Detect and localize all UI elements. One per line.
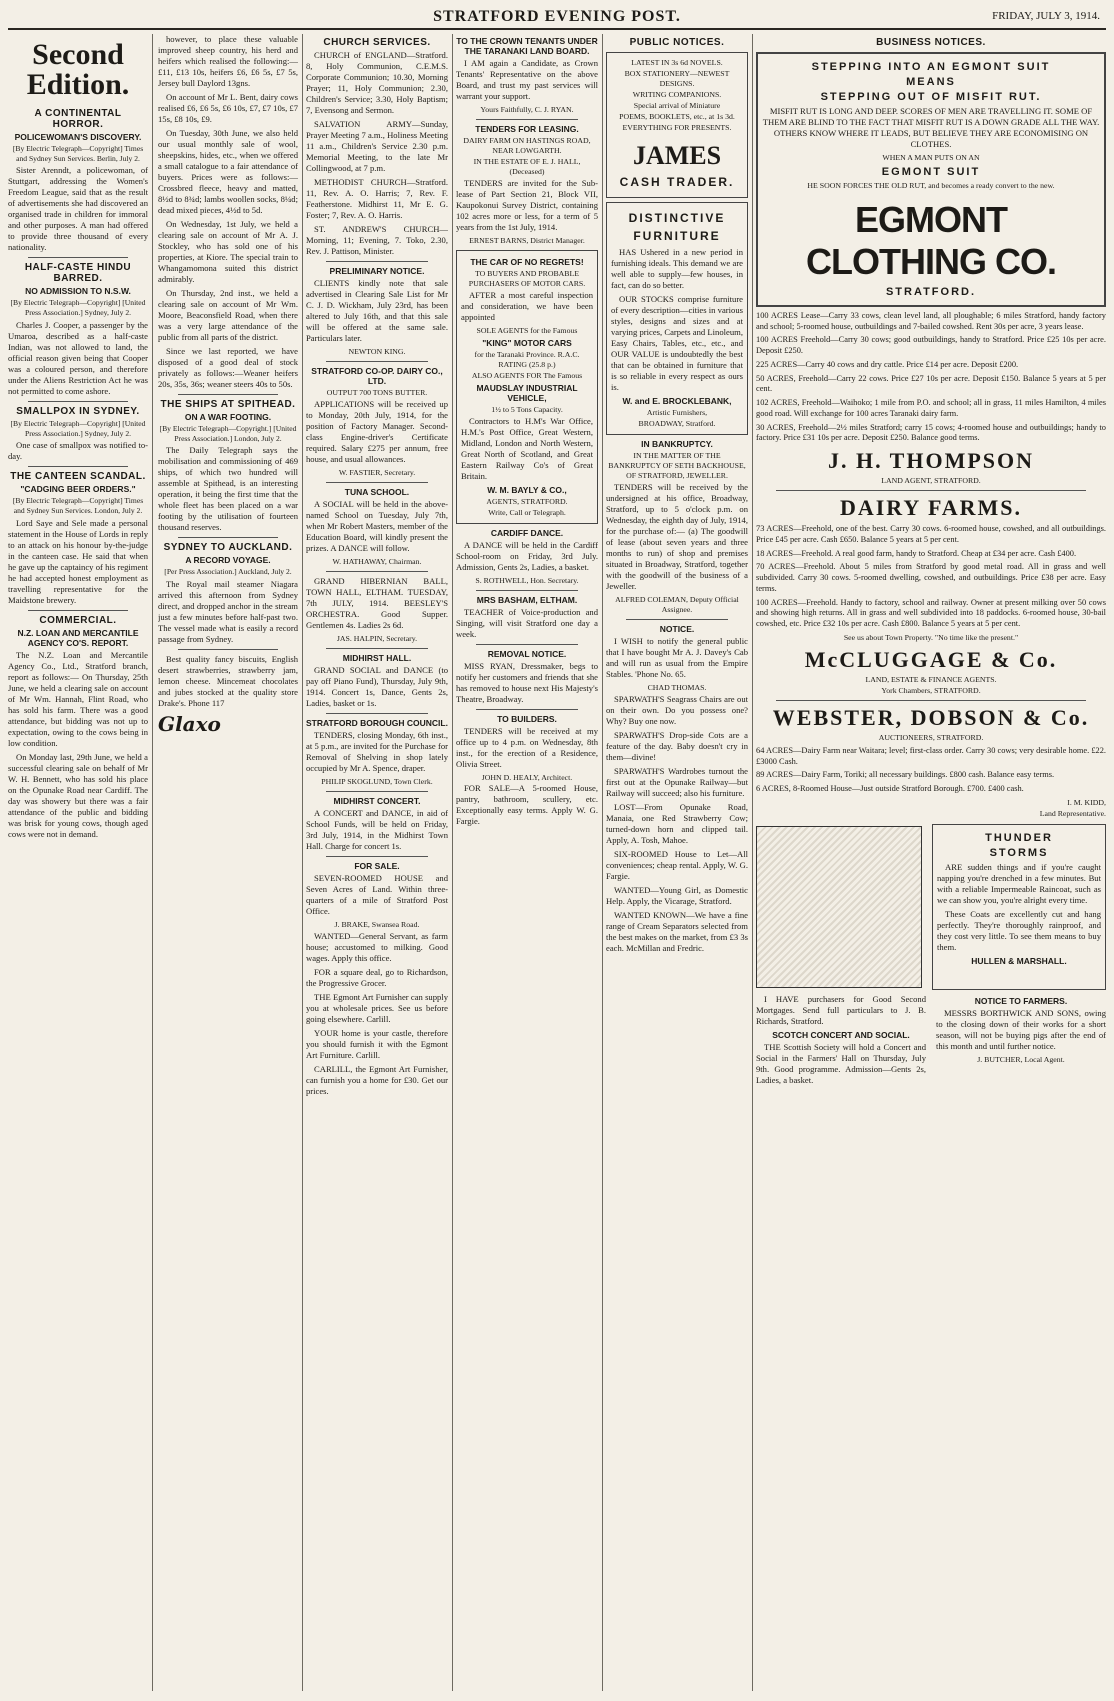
column-5: [606, 34, 748, 1691]
classified-text: WANTED—General Servant, as farm house; accustomed to milking. Good wages. Apply this office.: [306, 930, 448, 963]
notice-signature: CHAD THOMAS.: [647, 682, 707, 692]
notice-heading: MIDHIRST CONCERT.: [333, 795, 421, 806]
notice-heading: STRATFORD CO-OP. DAIRY CO., LTD.: [311, 365, 443, 386]
advert-line: HE SOON FORCES THE OLD RUT, and becomes a ready convert to the new.: [807, 180, 1055, 190]
notice-heading: MRS BASHAM, ELTHAM.: [476, 594, 578, 605]
advert-heading: STEPPING OUT OF MISFIT RUT.: [820, 91, 1042, 103]
column-2: [158, 34, 298, 1691]
notice-text: SEVEN-ROOMED HOUSE and Seven Acres of Land. Within three-quarters of a mile of Stratford Post Office.: [306, 872, 448, 916]
divider: [178, 537, 278, 538]
notice-text: TENDERS, closing Monday, 6th inst., at 5 p.m., are invited for the Purchase for Removal of Shelving in shop lately occupied by Mr A. Spence, draper.: [306, 729, 448, 773]
bottom-notices: [756, 994, 1106, 1089]
headline: THE CANTEEN SCANDAL.: [10, 471, 146, 483]
divider: [476, 590, 578, 591]
divider: [28, 401, 128, 402]
advertiser-name: EGMONT CLOTHING CO.: [806, 198, 1056, 282]
notice-signature: JAS. HALPIN, Secretary.: [336, 633, 418, 643]
advert-text: MISFIT RUT IS LONG AND DEEP. SCORES OF MEN ARE TRAVELLING IT. SOME OF THEM ARE BLIND TO THE FACT THAT MISFIT RUT IS A DOWN GRADE ALL THE WAY. OTHERS KNOW WHERE IT LEADS, BUT BELIEVE THEY ARE ECONOMISING ON CLOTHES.: [762, 106, 1100, 149]
advert-subheading: AGENTS, STRATFORD.: [486, 496, 568, 506]
notice-text: THE Scottish Society will hold a Concert and Social in the Farmers' Hall on Thursday, July 9th. Good programme. Admission—Gents 2s, Ladies, a basket.: [756, 1041, 926, 1085]
farm-listing: 100 ACRES—Freehold. Handy to factory, school and railway. Owner at present milking over 50 cows and showing high returns. All in grass and well subdivided into 18 paddocks. 6-roomed house, 30-bail cowshed, etc. Price £32 10s per acre. Cash £800. Balance 5 years at 5 per cent.: [756, 597, 1106, 629]
farm-listing: 100 ACRES Freehold—Carry 30 cows; good outbuildings, handy to Stratford. Price £25 10s per acre. Deposit £250.: [756, 335, 1106, 356]
divider: [326, 713, 428, 714]
notice-signature: PHILIP SKOGLUND, Town Clerk.: [321, 776, 433, 786]
advert-text: These Coats are excellently cut and hang perfectly. They're thoroughly rainproof, and they cost very little. To see them means to buy them.: [937, 908, 1101, 952]
advertiser-tagline: CASH TRADER.: [619, 174, 735, 189]
article-text: however, to place these valuable improved sheep country, his herd and heifers which realised the following:—£11, £13 10s, heifers £6, £6 5s, £7 5s, Jersey bull Daylord 13gns.: [158, 34, 298, 88]
notice-heading: IN BANKRUPTCY.: [641, 438, 713, 449]
article-text: On Monday last, 29th June, we held a successful clearing sale on behalf of Mr W. H. Bennett, who has sold his place on the Opunake Road near Cardiff. The day was showery but there was a fair attendance of the public and bidding was brisk for young cows, though aged cows were not in demand.: [8, 751, 148, 839]
article-text: Sister Arenndt, a policewoman, of Stuttgart, addressing the Women's Freedom League, said that as the result of advertisements she had discovered an organised trade in children for immoral and other purposes. A man had offered to provide three thousand of every nationality.: [8, 165, 148, 253]
farm-listing: 70 ACRES—Freehold. About 5 miles from Stratford by good metal road. All in grass and well subdivided. Carry 30 cows. 5-roomed dwelling, cowshed, and outbuildings. Price £38 per acre. Easy terms.: [756, 562, 1106, 593]
headline: SMALLPOX IN SYDNEY.: [16, 405, 140, 417]
advert-subheading: for the Taranaki Province. R.A.C. RATING (25.8 p.): [474, 349, 580, 369]
dateline: [By Electric Telegraph—Copyright] Times and Sydney Sun Services. Berlin, July 2.: [12, 144, 144, 163]
advert-heading: W. M. BAYLY & CO.,: [487, 484, 567, 495]
section-heading: PUBLIC NOTICES.: [629, 37, 725, 48]
notice-heading: CARDIFF DANCE.: [490, 527, 564, 538]
divider: [326, 791, 428, 792]
issue-date: FRIDAY, JULY 3, 1914.: [992, 10, 1100, 22]
divider: [326, 648, 428, 649]
headline: COMMERCIAL.: [39, 614, 117, 626]
advert-text: OUR STOCKS comprise furniture of every description—cities in various styles, designs and sizes and at varying prices, Carpets and Linoleum, Easy Chairs, Tables, etc., etc., and OUR VALUE is undoubtedly the best that can be obtained in furniture that is so reliable in every respect as ours is.: [611, 293, 743, 392]
notice-heading: NOTICE.: [659, 623, 695, 634]
advert-line: POEMS, BOOKLETS, etc., at 1s 3d.: [619, 111, 735, 121]
advert-heading: MEANS: [906, 76, 956, 88]
classified-text: CARLILL, the Egmont Art Furnisher, can furnish you a home for £30. Get our prices.: [306, 1063, 448, 1096]
dateline: [Per Press Association.] Auckland, July 2.: [164, 567, 292, 577]
farm-listing: 225 ACRES—Carry 40 cows and dry cattle. Price £14 per acre. Deposit £200.: [756, 359, 1019, 369]
classified-text: YOUR home is your castle, therefore you should furnish it with the Egmont Art Furniture. Carlill.: [306, 1027, 448, 1060]
notice-heading: FOR SALE.: [354, 860, 400, 871]
subheadline: NO ADMISSION TO N.S.W.: [25, 286, 131, 297]
divider: [776, 490, 1086, 491]
classified-text: SPARWATH'S Wardrobes turnout the first out at the Opunake Railway—but Railway will succeed; also his furniture.: [606, 765, 748, 798]
divider: [326, 571, 428, 572]
farm-listing: 50 ACRES, Freehold—Carry 22 cows. Price £27 10s per acre. Deposit £150. Balance 5 years at 5 per cent.: [756, 373, 1106, 394]
advert-line: WHEN A MAN PUTS ON AN: [882, 153, 980, 162]
column-rule: [602, 34, 603, 1691]
classified-text: THE Egmont Art Furnisher can supply you at wholesale prices. See us before going elsewhere. Carlill.: [306, 991, 448, 1024]
egmont-clothing-advert: [756, 52, 1106, 307]
dateline: [By Electric Telegraph—Copyright] [United Press Association.] Sydney, July 2.: [10, 298, 146, 318]
column-rule: [152, 34, 153, 1691]
advertiser-name: J. H. THOMPSON: [827, 448, 1035, 474]
advert-line: EVERYTHING FOR PRESENTS.: [622, 122, 732, 132]
stationery-advert: [606, 52, 748, 198]
dateline: [By Electric Telegraph—Copyright.] [United Press Association.] London, July 2.: [159, 424, 297, 443]
subheadline: "CADGING BEER ORDERS.": [20, 484, 136, 495]
article-text: On account of Mr L. Bent, dairy cows realised £6, £6 5s, £6 10s, £7, £7 10s, £7 15s, £8 10s, £9.: [158, 92, 298, 124]
notice-text: I WISH to notify the general public that I have bought Mr A. J. Davey's Cab and will run as usual from the Empire Stables. 'Phone No. 65.: [606, 635, 748, 679]
advert-line: BOX STATIONERY—NEWEST DESIGNS.: [624, 68, 730, 88]
notice-signature: JOHN D. HEALY, Architect.: [481, 772, 573, 782]
advert-heading: THUNDER: [985, 831, 1053, 844]
farm-listing: 100 ACRES Lease—Carry 33 cows, clean level land, all ploughable; 6 miles Stratford, handy factory and school; 5-roomed house, outbuildings and 7-bailed cowshed. Rent 30s per acre, 3 years lease.: [756, 310, 1106, 331]
classified-text: WANTED—Young Girl, as Domestic Help. Apply, the Vicarage, Stratford.: [606, 884, 748, 906]
notice-text: I HAVE purchasers for Good Second Mortgages. Send full particulars to J. B. Richards, Stratford.: [756, 993, 926, 1026]
advertiser-tagline: AUCTIONEERS, STRATFORD.: [878, 732, 984, 742]
advert-line: WRITING COMPANIONS.: [632, 89, 722, 99]
advert-subheading: ALSO AGENTS FOR The Famous: [471, 370, 583, 380]
divider: [326, 261, 428, 262]
notice-signature: J. BUTCHER, Local Agent.: [977, 1054, 1065, 1064]
classified-text: LOST—From Opunake Road, Manaia, one Red Strawberry Cow; turned-down horn and clipped tail. Apply, A. Tosh, Mahoe.: [606, 801, 748, 845]
advertiser-name: HULLEN & MARSHALL.: [971, 955, 1067, 966]
notice-subheading: OUTPUT 700 TONS BUTTER.: [326, 387, 428, 397]
article-text: The N.Z. Loan and Mercantile Agency Co., Ltd., Stratford branch, report as follows:— On Thursday, 25th June, we held a clearing sale on account of Mr Wm. Hannah, Flint Road, who has sold his farm. There was a good attendance, but bidding was not up to expectation, owing to the cows being in low condition.: [8, 649, 148, 748]
advert-heading: FURNITURE: [633, 228, 721, 243]
advertiser-name: WEBSTER, DOBSON & Co.: [772, 704, 1090, 730]
article-text: Since we last reported, we have disposed of a good deal of stock privately as follows:—Weaner heifers 20s, 35s, 36s; weaner steers 40s to 50s.: [158, 346, 298, 389]
advert-subheading: Write, Call or Telegraph.: [488, 507, 566, 517]
classified-text: SPARWATH'S Drop-side Cots are a feature of the day. Baby doesn't cry in them—divine!: [606, 729, 748, 762]
notice-signature: ALFRED COLEMAN, Deputy Official Assignee.: [615, 594, 739, 614]
notice-text: GRAND SOCIAL and DANCE (to pay off Piano Fund), Thursday, July 9th, 1914. Concert 1s, Dance, Gents 2s, Ladies, basket or 1s.: [306, 664, 448, 708]
advertiser-tagline: Artistic Furnishers,: [646, 407, 708, 417]
advert-line: See us about Town Property. "No time like the present.": [843, 632, 1019, 642]
headline: HALF-CASTE HINDU BARRED.: [24, 262, 132, 285]
divider: [476, 709, 578, 710]
advert-heading: EGMONT SUIT: [881, 165, 981, 178]
classified-text: WANTED KNOWN—We have a fine range of Cream Separators selected from the best makes on the market, from £3 3s each. McMillan and Fredric.: [606, 909, 748, 953]
notice-text: TENDERS will be received by the undersigned at his office, Broadway, Stratford, up to 5 o'clock p.m. on Wednesday, the eighth day of July, 1914, for the purchase of:— (a) The goodwill of lease (about seven years and three months to run) of shop and premises situated in Broadway, Stratford, together with the goodwill of the business of a Jeweller.: [606, 481, 748, 591]
advert-text: AFTER a most careful inspection and consideration, we have been appointed: [461, 289, 593, 322]
notice-signature: NEWTON KING.: [348, 347, 406, 356]
advert-heading: "KING" MOTOR CARS: [482, 337, 572, 348]
article-text: The Daily Telegraph says the mobilisation and commissioning of 469 ships, of which two hundred will assemble at Spithead, is an interesting operation, it being the first time that the whole fleet has been placed on a war footing by the utilisation of fourteen thousand reserves.: [158, 445, 298, 533]
classified-text: SIX-ROOMED House to Let—All conveniences; cheap rental. Apply, W. G. Fargie.: [606, 848, 748, 881]
farm-listing: 64 ACRES—Dairy Farm near Waitara; level; first-class order. Carry 30 cows; very desirable home. £22. £3000 Cash.: [756, 745, 1106, 766]
column-4: [456, 34, 598, 1691]
notice-text: A DANCE will be held in the Cardiff School-room on Friday, 3rd July. Admission, Gents 2s, Ladies, a basket.: [456, 539, 598, 572]
divider: [28, 466, 128, 467]
section-heading: CHURCH SERVICES.: [323, 37, 431, 48]
notice-text: METHODIST CHURCH—Stratford. 11, Rev. A. O. Harris; 7, Rev. F. Featherstone. Midhirst 11, Mr E. G. Foster; 7, Rev. A. O. Harris.: [306, 177, 448, 220]
advert-subheading: 1½ to 5 Tons Capacity.: [491, 404, 563, 414]
article-text: Charles J. Cooper, a passenger by the Umaroa, described as a half-caste Indian, was not allowed to land, the official reason given being that Cooper was a coloured person, and therefore under the Aliens Restriction Act he was not permitted to come ashore.: [8, 319, 148, 396]
advert-heading: STORMS: [989, 846, 1049, 859]
furniture-advert: [606, 202, 748, 435]
notice-heading: TUNA SCHOOL.: [344, 486, 410, 497]
column-6: [756, 34, 1106, 1691]
section-heading: DAIRY FARMS.: [839, 495, 1023, 521]
notice-heading: NOTICE TO FARMERS.: [974, 995, 1068, 1006]
advert-text: ARE sudden things and if you're caught napping you're drenched in a few minutes. But with a reliable Impermeable Raincoat, such as we can show you, you're alright every time.: [937, 861, 1101, 905]
subheadline: ON A WAR FOOTING.: [184, 412, 272, 422]
classified-text: FOR SALE—A 5-roomed House, pantry, bathroom, scullery, etc. Exceptionally easy terms. Apply W. G. Fargie.: [456, 783, 598, 827]
article-text: On Thursday, 2nd inst., we held a clearing sale on account of Mr Wm. Moore, Beaconsfield Road, when there was a very large attendance of the public from all parts of the district.: [158, 288, 298, 342]
article-text: One case of smallpox was notified to-day.: [8, 440, 148, 462]
article-text: Lord Saye and Sele made a personal statement in the House of Lords in reply to an attack on his honour by-the-judge in the canteen case. He said that when he gave up the captaincy of his regiment he had accepted honest employment as travelling representative for the Maidstone brewery.: [8, 517, 148, 605]
advertiser-tagline: Land Representative.: [1039, 808, 1106, 818]
column-1: [8, 34, 148, 1691]
advert-line: LATEST IN 3s 6d NOVELS.: [631, 58, 723, 67]
edition-heading: Second Edition.: [26, 38, 130, 101]
advert-heading: MAUDSLAY INDUSTRIAL VEHICLE,: [476, 382, 578, 403]
newspaper-title: STRATFORD EVENING POST.: [433, 8, 681, 25]
farm-listing: 18 ACRES—Freehold. A real good farm, handy to Stratford. Cheap at £34 per acre. Cash £400.: [756, 548, 1077, 558]
notice-signature: ERNEST BARNS, District Manager.: [469, 235, 585, 245]
divider: [28, 257, 128, 258]
advertisement-text: Best quality fancy biscuits, English desert strawberries, strawberry jam, lemon cheese. Mincemeat chocolates and jubes stocked at the quality store Drake's. Phone 117: [158, 654, 298, 709]
divider: [326, 856, 428, 857]
notice-heading: MIDHIRST HALL.: [342, 652, 412, 663]
notice-text: MISS RYAN, Dressmaker, begs to notify her customers and friends that she has removed to house next His Majesty's Theatre, Broadway.: [456, 660, 598, 704]
thunderstorm-advert: [932, 824, 1106, 990]
advertiser-tagline: LAND AGENT, STRATFORD.: [881, 476, 981, 486]
advertiser-tagline: LAND, ESTATE & FINANCE AGENTS.: [865, 674, 997, 684]
notice-heading: TENDERS FOR LEASING.: [475, 123, 579, 134]
divider: [776, 700, 1086, 701]
thompson-listings: [756, 311, 1106, 486]
article-text: The Royal mail steamer Niagara arrived this afternoon from Sydney direct, and dropped anchor in the stream just a few minutes before half-past two. The vessel made what is easily a record passage from Sydney.: [158, 579, 298, 645]
farm-listing: 102 ACRES, Freehold—Waihoko; 1 mile from P.O. and school; all in grass, 11 miles Hamilton, 4 miles good road. Will exchange for 100 acres Taranaki dairy farm.: [756, 398, 1106, 418]
advert-subheading: TO BUYERS AND PROBABLE PURCHASERS OF MOTOR CARS.: [468, 268, 586, 288]
classified-text: FOR a square deal, go to Richardson, the Progressive Grocer.: [306, 966, 448, 988]
advertiser-address: BROADWAY, Stratford.: [638, 418, 716, 428]
divider: [326, 361, 428, 362]
notice-heading: TO BUILDERS.: [497, 713, 557, 724]
advertiser-address: STRATFORD.: [885, 285, 977, 298]
notice-text: SALVATION ARMY—Sunday, Prayer Meeting 7 a.m., Holiness Meeting 11 a.m., Children's Service 2.30 p.m. Memorial Meeting, to the late Mr Collingwood, at 7 p.m.: [306, 119, 448, 173]
headline: THE SHIPS AT SPITHEAD.: [160, 399, 296, 410]
advertiser-name: McCLUGGAGE & Co.: [804, 646, 1058, 672]
masthead: [8, 6, 1106, 30]
notice-heading: STRATFORD BOROUGH COUNCIL.: [306, 717, 448, 728]
article-text: On Tuesday, 30th June, we also held our usual monthly sale of wool, sheepskins, hides, etc., when we offered a small catalogue to a fair attendance of buyers. Prices were as follows:—Crossbred fleece, heavy and matted, 8½d to 8¾d; lambs woollen socks, 8¼d; dead mixed pieces, 4½d to 5d.: [158, 128, 298, 215]
subheadline: POLICEWOMAN'S DISCOVERY.: [14, 132, 142, 142]
notice-subheading: DAIRY FARM ON HASTINGS ROAD, NEAR LOWGARTH.: [463, 135, 591, 155]
farm-listing: 30 ACRES, Freehold—2½ miles Stratford; carry 15 cows; 4-roomed house and outbuildings; handy to factory. Price £31 10s per acre. Deposit £250. Balance good terms.: [756, 422, 1106, 443]
divider: [326, 482, 428, 483]
notice-text: ST. ANDREW'S CHURCH—Morning, 11; Evening, 7. Toko, 2.30, Rev. J. Pattison, Minister.: [306, 224, 448, 256]
advert-heading: DISTINCTIVE: [628, 210, 726, 225]
dateline: [By Electric Telegraph—Copyright] Times and Sydney Sun Services. London, July 2.: [12, 496, 144, 516]
notice-heading: PRELIMINARY NOTICE.: [329, 266, 425, 276]
classified-text: SPARWATH'S Seagrass Chairs are out on their own. Do you possess one? Why? Buy one now.: [606, 693, 748, 726]
notice-text: TENDERS are invited for the Sub-lease of Part Section 21, Block VII, Kaupokonui Survey District, containing 102 acres more or less, for a term of 5 years from the 1st July, 1914.: [456, 177, 598, 232]
advertiser-name: I. M. KIDD,: [1067, 797, 1106, 807]
divider: [178, 394, 278, 395]
column-rule: [752, 34, 753, 1691]
notice-signature: W. FASTIER, Secretary.: [338, 467, 416, 477]
farm-listing: 6 ACRES, 8-Roomed House—Just outside Stratford Borough. £700. £400 cash.: [756, 784, 1024, 794]
divider: [626, 619, 728, 620]
notice-text: APPLICATIONS will be received up to Monday, 20th July, 1914, for the position of Factory Manager. Second-class Engine-driver's Certificate required. Salary £275 per annum, free house, and usual allowances.: [306, 398, 448, 464]
divider: [178, 649, 278, 650]
notice-text: GRAND HIBERNIAN BALL, TOWN HALL, ELTHAM. TUESDAY, 7th JULY, 1914. BEESLEY'S ORCHESTRA. Good Supper. Gentlemen 4s. Ladies 2s 6d.: [306, 575, 448, 630]
raincoat-illustration: [756, 826, 922, 988]
subheadline: A RECORD VOYAGE.: [185, 555, 271, 566]
notice-text: A CONCERT and DANCE, in aid of School Funds, will be held on Friday, 3rd July, 1914, in the Midhirst Town Hall. Charge for concert 1s.: [306, 807, 448, 851]
subheadline: N.Z. LOAN AND MERCANTILE AGENCY CO'S. REPORT.: [17, 627, 139, 648]
advert-text: Contractors to H.M's War Office, H.M.'s Post Office, Great Western, Midland, London and North Western, Great North of Scotland, and Great Eastern Railway Co's of Great Britain.: [461, 415, 593, 481]
farm-listing: 89 ACRES—Dairy Farm, Toriki; all necessary buildings. £800 cash. Balance easy terms.: [756, 770, 1055, 780]
article-text: On Wednesday, 1st July, we held a clearing sale on account of Mr A. J. Stockley, who has sold one of his properties, at Kiore. The special train to Whangamomona suited this district admirably.: [158, 219, 298, 284]
notice-heading: REMOVAL NOTICE.: [487, 648, 567, 659]
column-rule: [452, 34, 453, 1691]
notice-signature: W. HATHAWAY, Chairman.: [332, 556, 422, 566]
notice-text: A SOCIAL will be held in the above-named School on Tuesday, July 7th, when Mr Robert Masters, member of the Education Board, will kindly present the prizes. A DANCE will follow.: [306, 498, 448, 553]
notice-heading: SCOTCH CONCERT AND SOCIAL.: [772, 1029, 910, 1040]
advert-heading: THE CAR OF NO REGRETS!: [470, 256, 584, 267]
notice-subheading: IN THE ESTATE OF E. J. HALL, (Deceased): [473, 156, 581, 176]
advertiser-address: York Chambers, STRATFORD.: [881, 685, 981, 695]
advertiser-name: W. and E. BROCKLEBANK,: [622, 395, 732, 406]
notice-text: CLIENTS kindly note that sale advertised in Clearing Sale List for Mr C. J. D. Wickham, July 23rd, has been altered to July 16th, and that this sale will be offered at the same sale. Particulars later.: [306, 278, 448, 343]
advert-heading: STEPPING INTO AN EGMONT SUIT: [811, 61, 1051, 73]
notice-subheading: IN THE MATTER OF THE BANKRUPTCY OF SETH BACKHOUSE, OF STRATFORD, JEWELLER.: [608, 450, 746, 480]
advert-subheading: SOLE AGENTS for the Famous: [476, 325, 578, 335]
notice-text: TEACHER of Voice-production and Singing, will visit Stratford one day a week.: [456, 606, 598, 639]
farm-listing: 73 ACRES—Freehold, one of the best. Carry 30 cows. 6-roomed house, cowshed, and all outbuildings. Price £45 per acre. Cash £650. Balance 5 years at 5 per cent.: [756, 524, 1106, 544]
divider: [28, 610, 128, 611]
divider: [476, 644, 578, 645]
notice-signature: S. ROTHWELL, Hon. Secretary.: [475, 575, 579, 585]
notice-signature: J. BRAKE, Swansea Road.: [334, 919, 420, 929]
headline: A CONTINENTAL HORROR.: [34, 108, 122, 130]
dateline: [By Electric Telegraph—Copyright] [United Press Association.] Sydney, July 2.: [10, 418, 146, 438]
notice-text: CHURCH of ENGLAND—Stratford. 8, Holy Communion, C.E.M.S. Corporate Communion; 10.30, Morning Prayer; 11, Holy Communion; 2.30, Children's Service; 3.30, Holy Baptism; 7, Evensong and Sermon.: [306, 50, 448, 115]
divider: [476, 119, 578, 120]
notice-heading: TO THE CROWN TENANTS UNDER THE TARANAKI LAND BOARD.: [456, 36, 598, 56]
column-rule: [302, 34, 303, 1691]
glaxo-logo: Glaxo: [158, 712, 221, 737]
notice-text: MESSRS BORTHWICK AND SONS, owing to the closing down of their works for a short season, will not be buying pigs after the end of this month and until further notice.: [936, 1007, 1106, 1051]
notice-text: I AM again a Candidate, as Crown Tenants' Representative on the above Board, and trust my past services will warrant your support.: [456, 58, 598, 101]
motor-car-advert: [456, 250, 598, 524]
section-heading: BUSINESS NOTICES.: [876, 37, 986, 48]
notice-text: TENDERS will be received at my office up to 4 p.m. on Wednesday, 8th inst., for the erection of a Residence, Olivia Street.: [456, 725, 598, 769]
advert-line: Special arrival of Miniature: [633, 100, 721, 110]
notice-signature: Yours Faithfully, C. J. RYAN.: [480, 105, 574, 114]
headline: SYDNEY TO AUCKLAND.: [163, 542, 293, 554]
bottom-section: [756, 820, 1106, 994]
advert-text: HAS Ushered in a new period in furnishing ideals. This demand we are well able to supply—few houses, in fact, can do so better.: [611, 246, 743, 290]
column-3: [306, 34, 448, 1691]
advertiser-name: JAMES: [632, 140, 722, 170]
